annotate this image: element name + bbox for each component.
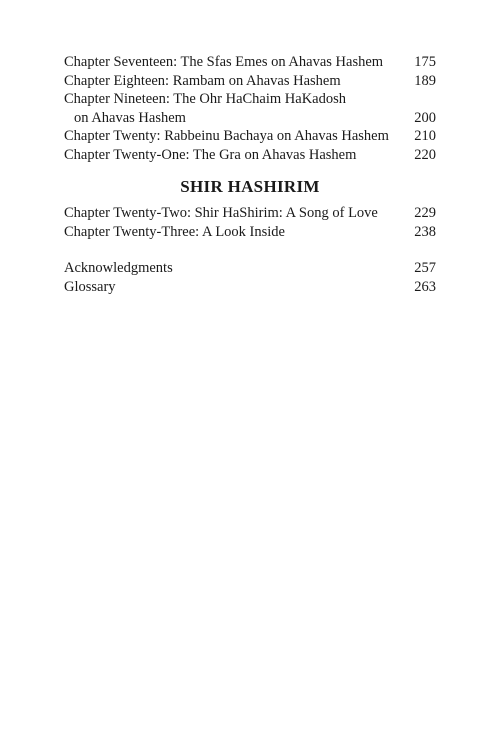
toc-entry-chapter-twenty-two <box>64 204 436 223</box>
table-of-contents <box>64 53 436 296</box>
toc-entry-title: Chapter Nineteen: The Ohr HaChaim HaKadosh <box>64 91 346 107</box>
toc-entry-title: Acknowledgments <box>64 260 173 276</box>
toc-entry-page: 189 <box>414 72 436 89</box>
toc-entry-title: Chapter Twenty-Two: Shir HaShirim: A Song of Love <box>64 205 378 221</box>
toc-entry-chapter-twenty <box>64 127 436 146</box>
toc-entry-chapter-eighteen <box>64 72 436 91</box>
toc-entry-page: 229 <box>414 205 436 221</box>
toc-entry-title: Glossary <box>64 278 116 295</box>
toc-entry-title: Chapter Twenty-One: The Gra on Ahavas Hashem <box>64 146 357 163</box>
toc-entry-page: 220 <box>414 146 436 163</box>
section-heading: SHIR HASHIRIM <box>180 177 320 196</box>
toc-entry-title: Chapter Twenty: Rabbeinu Bachaya on Ahavas Hashem <box>64 128 389 144</box>
toc-entry-page: 210 <box>414 128 436 144</box>
toc-entry-page: 263 <box>414 278 436 295</box>
toc-entry-chapter-twenty-one <box>64 146 436 165</box>
spacer <box>64 241 436 259</box>
toc-entry-page: 175 <box>414 54 436 70</box>
toc-entry-acknowledgments <box>64 259 436 278</box>
toc-entry-title: Chapter Eighteen: Rambam on Ahavas Hashem <box>64 72 341 89</box>
toc-entry-page: 200 <box>414 109 436 126</box>
toc-entry-chapter-twenty-three <box>64 223 436 242</box>
toc-entry-title: Chapter Seventeen: The Sfas Emes on Ahavas Hashem <box>64 54 384 70</box>
toc-entry-chapter-nineteen <box>64 90 436 127</box>
toc-entry-title-continuation: on Ahavas Hashem <box>74 109 186 126</box>
toc-entry-page: 238 <box>414 223 436 240</box>
toc-entry-title-block <box>64 90 412 127</box>
toc-entry-title: Chapter Twenty-Three: A Look Inside <box>64 223 285 240</box>
toc-entry-glossary <box>64 278 436 297</box>
toc-entry-page: 257 <box>414 260 436 276</box>
toc-entry-chapter-seventeen <box>64 53 436 72</box>
